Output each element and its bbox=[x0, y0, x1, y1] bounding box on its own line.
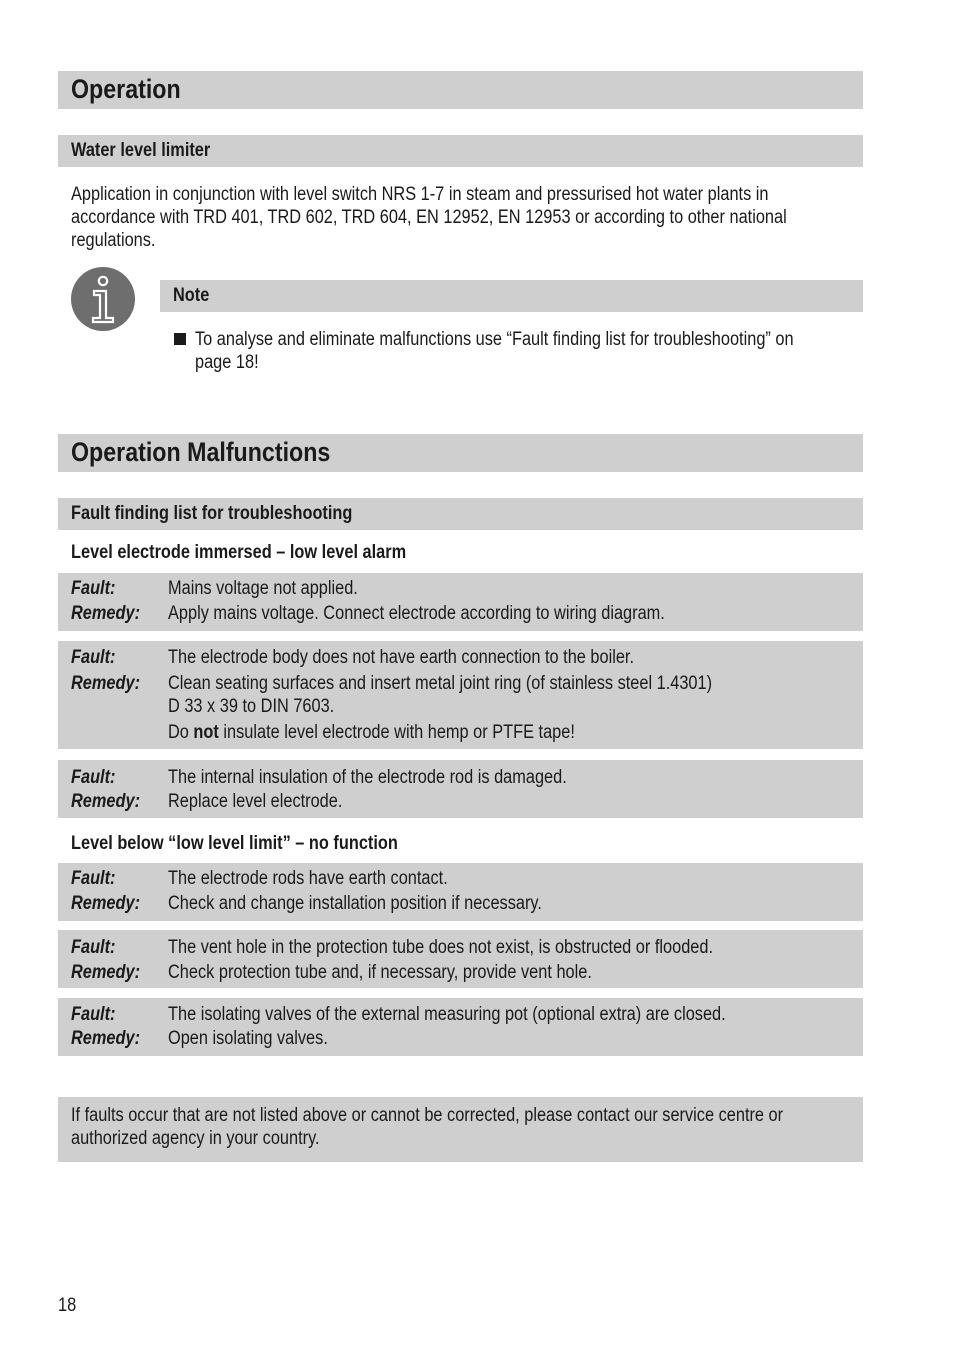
remedy-label: Remedy: bbox=[71, 1028, 141, 1049]
fault-item bbox=[58, 930, 863, 988]
water-level-limiter-header bbox=[58, 135, 863, 167]
fault-label: Fault: bbox=[71, 868, 116, 889]
group2-heading: Level below “low level limit” – no function bbox=[71, 833, 398, 854]
fault-text: The vent hole in the protection tube does not exist, is obstructed or flooded. bbox=[168, 937, 714, 958]
fault-label: Fault: bbox=[71, 647, 116, 668]
fault-label: Fault: bbox=[71, 578, 116, 599]
fault-label: Fault: bbox=[71, 937, 116, 958]
remedy-text-line3: Do not insulate level electrode with hemp or PTFE tape! bbox=[168, 722, 575, 743]
fault-item bbox=[58, 998, 863, 1056]
info-icon bbox=[70, 266, 136, 332]
fault-item bbox=[58, 760, 863, 818]
group1-heading: Level electrode immersed – low level alarm bbox=[71, 542, 407, 563]
fault-label: Fault: bbox=[71, 767, 116, 788]
operation-malfunctions-header bbox=[58, 434, 863, 472]
bullet-square-icon bbox=[174, 333, 186, 345]
fault-finding-header bbox=[58, 498, 863, 530]
section-subtitle: Water level limiter bbox=[71, 140, 211, 161]
contact-line-1: If faults occur that are not listed above or cannot be corrected, please contact our service centre or bbox=[71, 1105, 784, 1126]
remedy-label: Remedy: bbox=[71, 893, 141, 914]
fault-item bbox=[58, 573, 863, 631]
remedy-label: Remedy: bbox=[71, 791, 141, 812]
remedy-text: Check and change installation position if necessary. bbox=[168, 893, 542, 914]
remedy-text: Replace level electrode. bbox=[168, 791, 343, 812]
contact-line-2: authorized agency in your country. bbox=[71, 1128, 320, 1149]
contact-box bbox=[58, 1097, 863, 1162]
note-header bbox=[160, 280, 863, 312]
fault-text: Mains voltage not applied. bbox=[168, 578, 358, 599]
remedy-text: Check protection tube and, if necessary, provide vent hole. bbox=[168, 962, 592, 983]
application-paragraph: Application in conjunction with level switch NRS 1-7 in steam and pressurised hot water plants in accordance with TRD 401, TRD 602, TRD 604, EN 12952, EN 12953 or according to other national regulations. bbox=[71, 184, 787, 251]
fault-item bbox=[58, 863, 863, 921]
remedy-text: Open isolating valves. bbox=[168, 1028, 328, 1049]
section-subtitle: Fault finding list for troubleshooting bbox=[71, 503, 353, 524]
fault-text: The electrode rods have earth contact. bbox=[168, 868, 448, 889]
fault-text: The isolating valves of the external measuring pot (optional extra) are closed. bbox=[168, 1004, 726, 1025]
remedy-text: Clean seating surfaces and insert metal joint ring (of stainless steel 1.4301) bbox=[168, 673, 713, 694]
fault-text: The internal insulation of the electrode rod is damaged. bbox=[168, 767, 567, 788]
operation-header bbox=[58, 71, 863, 109]
remedy-label: Remedy: bbox=[71, 673, 141, 694]
fault-label: Fault: bbox=[71, 1004, 116, 1025]
section-title: Operation Malfunctions bbox=[71, 437, 331, 467]
remedy-label: Remedy: bbox=[71, 962, 141, 983]
fault-item bbox=[58, 641, 863, 749]
page-number: 18 bbox=[58, 1295, 77, 1316]
fault-text: The electrode body does not have earth connection to the boiler. bbox=[168, 647, 635, 668]
remedy-label: Remedy: bbox=[71, 603, 141, 624]
note-title: Note bbox=[173, 285, 210, 306]
remedy-text: Apply mains voltage. Connect electrode according to wiring diagram. bbox=[168, 603, 665, 624]
page-title: Operation bbox=[71, 74, 181, 104]
note-text: To analyse and eliminate malfunctions use “Fault finding list for troubleshooting” on page 18! bbox=[195, 329, 794, 373]
remedy-text-line2: D 33 x 39 to DIN 7603. bbox=[168, 696, 335, 717]
